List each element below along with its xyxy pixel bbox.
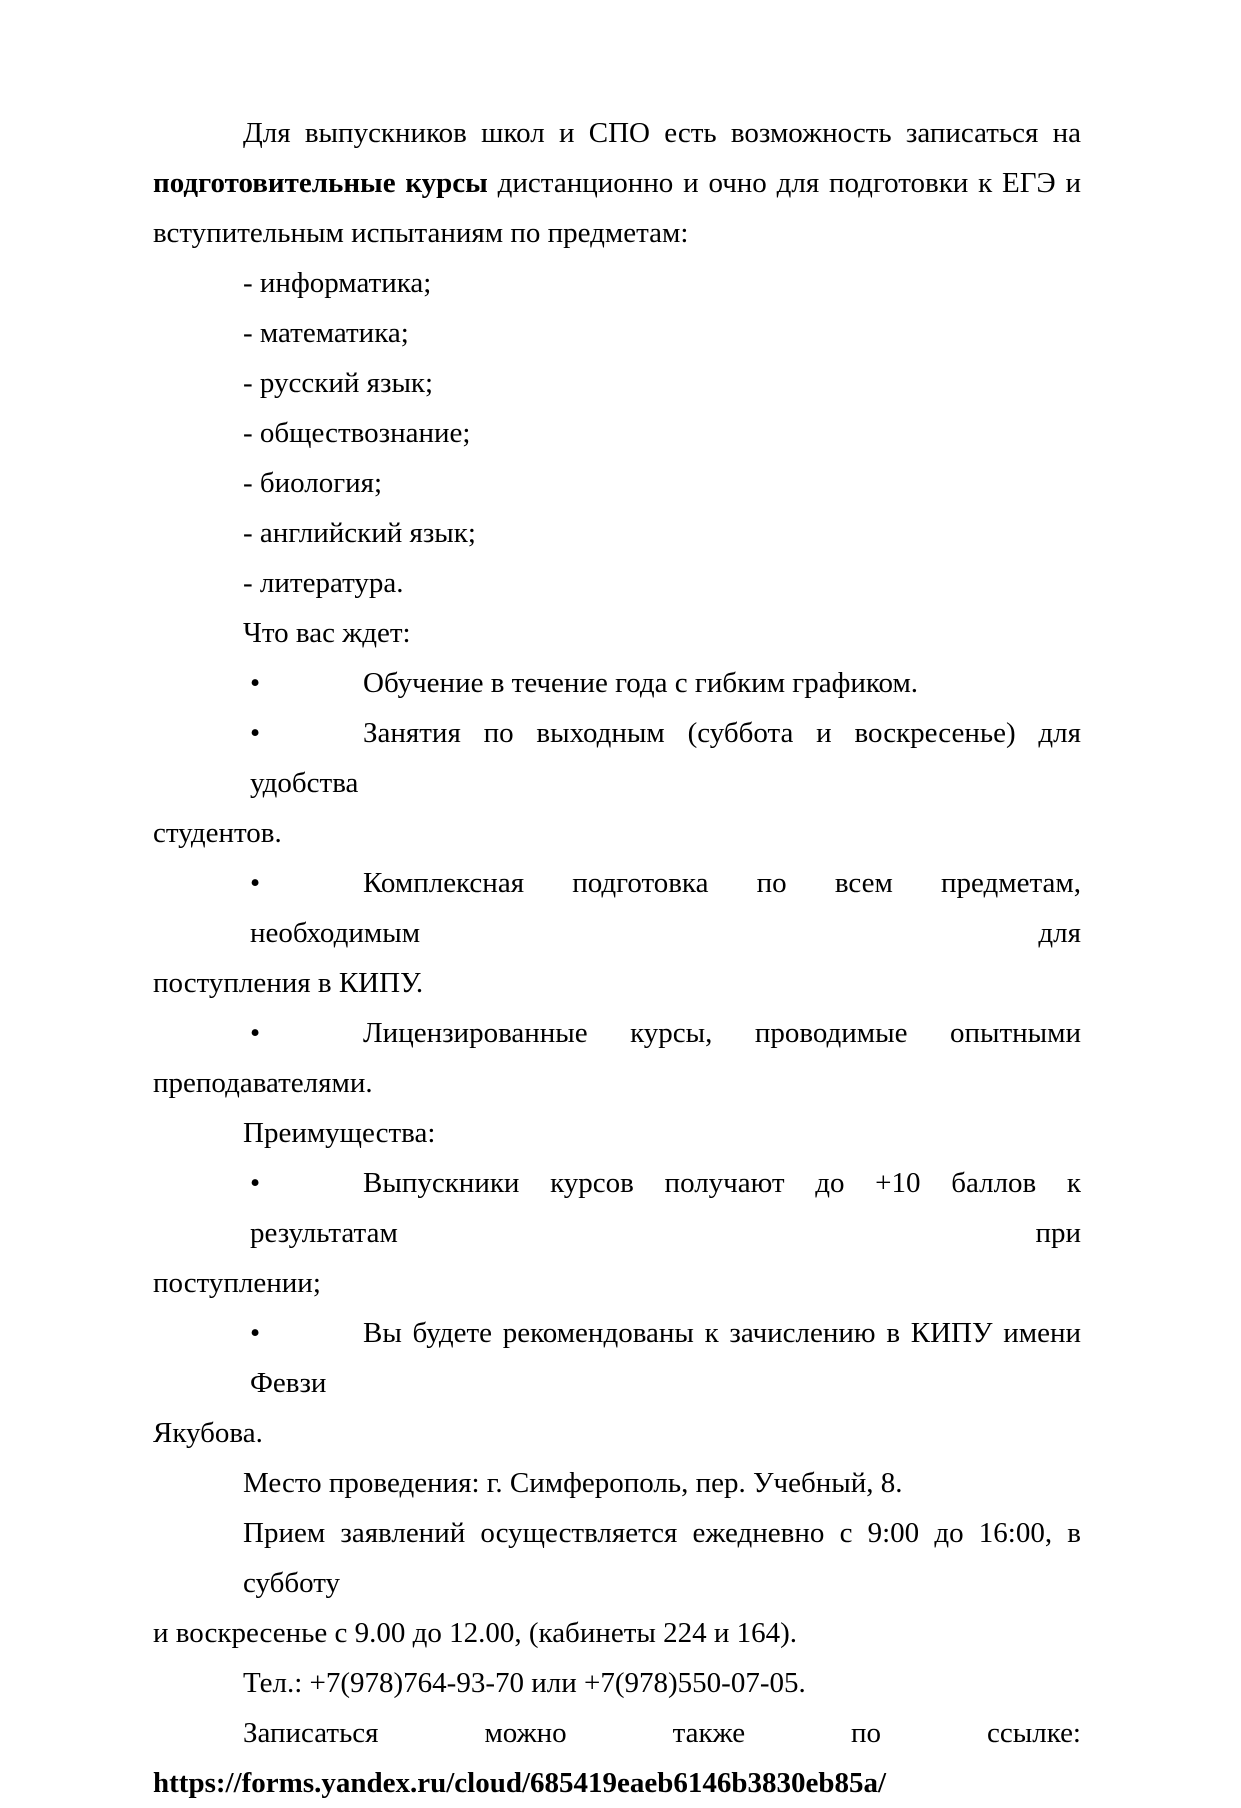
list-item-text: - литература. (243, 567, 404, 599)
list-item-text: - обществознание; (243, 417, 471, 449)
bullet-list-item (153, 708, 1081, 808)
list-item-text: - информатика; (243, 267, 432, 299)
list-item-subject (153, 508, 1081, 558)
paragraph-text: дистанционно и очно для подготовки к ЕГЭ и (497, 167, 1082, 199)
signup-line (153, 1708, 1081, 1758)
section-heading (153, 608, 1081, 658)
section-heading (153, 1108, 1081, 1158)
bullet-marker: • (250, 1167, 261, 1199)
bullet-list-item (153, 1308, 1081, 1408)
bullet-item-text: Вы будете рекомендованы к зачислению в КИПУ имени Февзи (250, 1317, 1081, 1399)
paragraph-line (153, 108, 1081, 158)
schedule-text: Прием заявлений осуществляется ежедневно с 9:00 до 16:00, в субботу (243, 1517, 1081, 1599)
bullet-list-item (153, 1158, 1081, 1258)
list-item-subject (153, 558, 1081, 608)
schedule-text: и воскресенье с 9.00 до 12.00, (кабинеты 224 и 164). (153, 1617, 798, 1649)
bullet-marker: • (250, 1017, 261, 1049)
list-item-text: - английский язык; (243, 517, 476, 549)
venue-text: Место проведения: г. Симферополь, пер. Учебный, 8. (243, 1467, 903, 1499)
continuation-line (153, 958, 1081, 1008)
paragraph-text: студентов. (153, 817, 282, 849)
bullet-marker: • (250, 1317, 261, 1349)
paragraph-text: вступительным испытаниям по предметам: (153, 217, 689, 249)
signup-text: Записаться можно также по ссылке: (243, 1717, 1081, 1749)
continuation-line (153, 1058, 1081, 1108)
list-item-subject (153, 308, 1081, 358)
section-heading-text: Преимущества: (243, 1117, 436, 1149)
bullet-item-text: Лицензированные курсы, проводимые опытными (363, 1017, 1081, 1049)
phone-text: Тел.: +7(978)764-93-70 или +7(978)550-07-05. (243, 1667, 806, 1699)
list-item-subject (153, 258, 1081, 308)
phone-line (153, 1658, 1081, 1708)
bold-course-name: подготовительные курсы (153, 167, 488, 199)
bullet-item-text: Занятия по выходным (суббота и воскресенье) для удобства (250, 717, 1081, 799)
list-item-subject (153, 358, 1081, 408)
bullet-marker: • (250, 667, 261, 699)
paragraph-line (153, 208, 1081, 258)
bullet-list-item (153, 658, 1081, 708)
list-item-subject (153, 458, 1081, 508)
bullet-list-item (153, 858, 1081, 958)
paragraph-line (153, 158, 1081, 208)
list-item-text: - математика; (243, 317, 409, 349)
bullet-list-item (153, 1008, 1081, 1058)
venue-line (153, 1458, 1081, 1508)
schedule-line (153, 1508, 1081, 1608)
bullet-item-text: Комплексная подготовка по всем предметам, необходимым для (250, 867, 1081, 949)
hyperlink-url[interactable]: https://forms.yandex.ru/cloud/685419eaeb6146b3830eb85a/ (153, 1767, 887, 1799)
list-item-text: - русский язык; (243, 367, 434, 399)
continuation-line (153, 808, 1081, 858)
paragraph-text: Для выпускников школ и СПО есть возможность записаться на (243, 117, 1081, 149)
url-line (153, 1758, 1081, 1808)
bullet-marker: • (250, 717, 261, 749)
bullet-item-text: Выпускники курсов получают до +10 баллов к результатам при (250, 1167, 1081, 1249)
continuation-line (153, 1408, 1081, 1458)
bullet-marker: • (250, 867, 261, 899)
paragraph-text: преподавателями. (153, 1067, 373, 1099)
paragraph-text: Якубова. (153, 1417, 263, 1449)
continuation-line (153, 1608, 1081, 1658)
bullet-item-text: Обучение в течение года с гибким графиком. (363, 667, 919, 699)
continuation-line (153, 1258, 1081, 1308)
paragraph-text: поступлении; (153, 1267, 321, 1299)
paragraph-text: поступления в КИПУ. (153, 967, 424, 999)
section-heading-text: Что вас ждет: (243, 617, 411, 649)
list-item-subject (153, 408, 1081, 458)
list-item-text: - биология; (243, 467, 383, 499)
